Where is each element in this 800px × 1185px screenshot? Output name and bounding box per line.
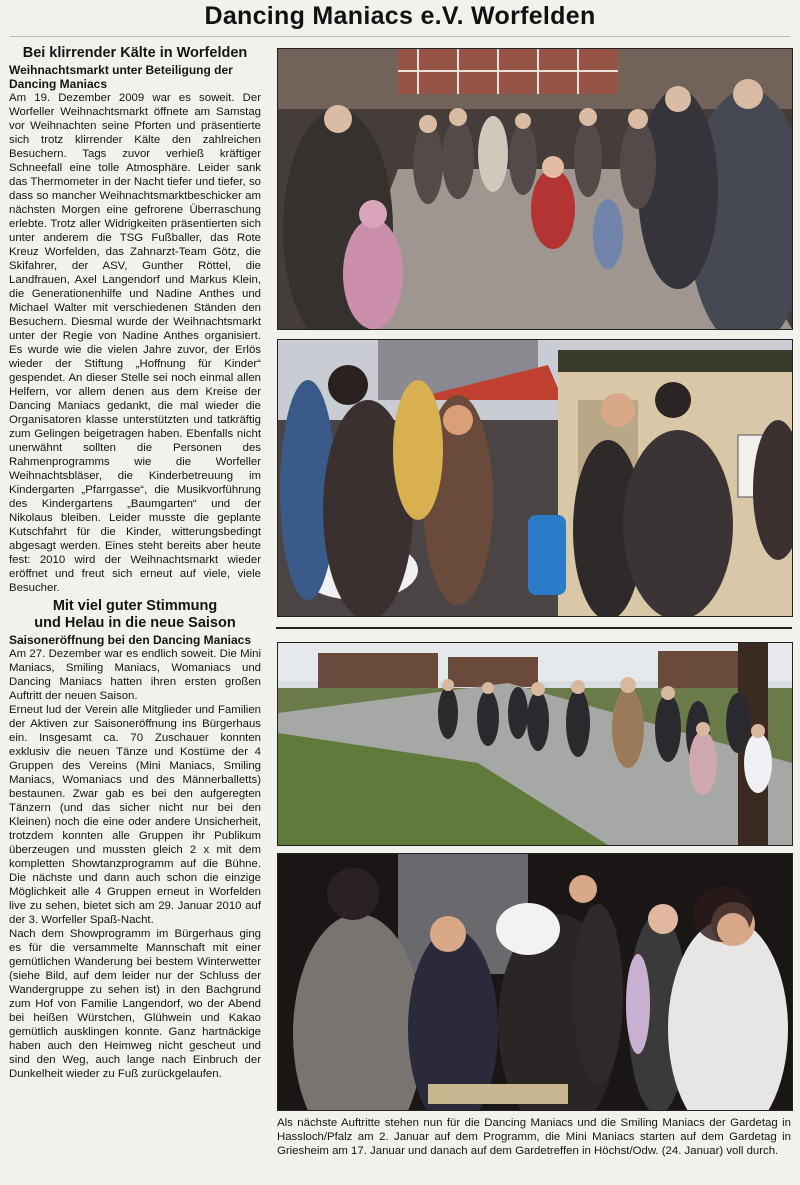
crowd-photo-illustration <box>278 49 792 329</box>
stall-photo-illustration <box>278 340 792 616</box>
article2-paragraph-2: Erneut lud der Verein alle Mitglieder und Familien der Aktiven zur Saisoneröffnung ins Bürgerhaus ein. Insgesamt ca. 70 Zuschauer konnten exklusiv die neuen Tänze und Kostüme der 4 Gruppen des Vereins (Mini Maniacs, Smiling Maniacs, Womaniacs und des Männerballetts) bestaunen. Zwar gab es bei den aufgeregten Tänzern (und das sicher nicht nur bei den Kleinen) noch die eine oder andere Unsicherheit, trotzdem konnten alle Gruppen ihr Publikum überzeugen und mussten gleich 2 x mit dem kompletten Showtanzprogramm auf die Bühne. Die nächste und dann auch schon die einzige Möglichkeit alle 4 Gruppen erneut in Worfelden live zu sehen, bietet sich am 29. Januar 2010 auf der 3. Worfeller Spaß-Nacht. <box>9 704 261 926</box>
article2-subhead: Saisoneröffnung bei den Dancing Maniacs <box>9 633 252 647</box>
photo-evening-gathering <box>277 853 793 1111</box>
page-title: Dancing Maniacs e.V. Worfelden <box>204 2 596 30</box>
walk-photo-illustration <box>278 643 792 845</box>
left-text-column <box>9 45 261 1081</box>
article2-paragraph-3: Nach dem Showprogramm im Bürgerhaus ging es für die versammelte Mannschaft mit einer gemütlichen Wanderung bei bestem Winterwetter (siehe Bild, auf dem leider nur der Schluss der Wandergruppe zu sehen ist) in den Bachgrund zum Hof von Familie Langendorf, wo der Abend bei heißen Würstchen, Glühwein und Kakao gemütlich ausklingen konnte. Ganz hartnäckige haben auch den Heimweg nicht gescheut und sind den Weg, auch lange nach Einbruch der Dunkelheit wieder zu Fuß zurückgelaufen. <box>9 928 261 1080</box>
section-separator <box>276 627 792 629</box>
photo-winter-walk <box>277 642 793 846</box>
article1-subhead: Weihnachtsmarkt unter Beteiligung der Dancing Maniacs <box>9 63 233 91</box>
article2-headline-line1: Mit viel guter Stimmung <box>52 598 218 614</box>
top-rule <box>10 36 790 37</box>
article2-paragraph-1: Am 27. Dezember war es endlich soweit. Die Mini Maniacs, Smiling Maniacs, Womaniacs und Dancing Maniacs hatten ihren ersten großen Auftritt der neuen Saison. <box>9 648 261 702</box>
evening-photo-illustration <box>278 854 792 1110</box>
article1-headline: Bei klirrender Kälte in Worfelden <box>22 45 248 61</box>
photo-market-stall <box>277 339 793 617</box>
article1-body: Am 19. Dezember 2009 war es soweit. Der Worfeller Weihnachtsmarkt öffnete am Samstag vor Weihnachten seine Pforten und präsentierte sich trotz klirrender Kälte den zahlreichen Besuchern. Tags zuvor verhieß kräftiger Schneefall eine tolle Atmosphäre. Leider sank das Thermometer in der Nacht tiefer und tiefer, so dass so mancher Weihnachtsmarktbeschicker am nächsten Morgen eine gefrorene Überraschung erlebte. Trotz aller Widrigkeiten präsentierten sich unter anderem die TSG Fußballer, das Rote Kreuz Worfelden, das Zahnarzt-Team Götz, die Skifahrer, der ASV, Gunther Röttel, die Landfrauen, Axel Langendorf und Markus Klein, die Generationenhilfe und Nadine Anthes und Michael Walter mit verschiedenen Ständen den Besuchern. Diesmal wurde der Weihnachtsmarkt unter der Regie von Nadine Anthes organisiert. Es wurde wie die vielen Jahre zuvor, der Erlös wieder der Stiftung „Hoffnung für Kinder“ gespendet. An dieser Stelle sei noch einmal allen Helfern, vor allem denen aus dem Kreise der Dancing Maniacs gedankt, die mal wieder die Organisatoren klasse unterstützten und tatkräftig zum Gelingen beigetragen haben. Ebenfalls nicht unerwähnt sollten die Personen des Rahmenprogramms wie die Worfeller Weihnachtsbläser, die Kinderbetreuung im Kindergarten „Pfarrgasse“, die Musikvorführung des Kindergartens „Baumgarten“ und der Nikolaus bleiben. Leider musste die geplante Kutschfahrt für die Kinder, witterungsbedingt abgesagt werden. Eines steht bereits aber heute fest: 2010 wird der Weihnachtsmarkt wieder eröffnet und freut sich erneut auf viele, viele Besucher. <box>9 92 261 594</box>
article2-header <box>9 598 261 632</box>
photo-caption: Als nächste Auftritte stehen nun für die Dancing Maniacs und die Smiling Maniacs der Gardetag in Hassloch/Pfalz am 2. Januar auf dem Programm, die Mini Maniacs starten auf dem Gardetag in Griesheim am 17. Januar und danach auf dem Gardetreffen in Höchst/Odw. (24. Januar) voll durch. <box>277 1117 791 1157</box>
article2-headline-line2: und Helau in die neue Saison <box>34 615 236 631</box>
photo-christmas-market-crowd <box>277 48 793 330</box>
